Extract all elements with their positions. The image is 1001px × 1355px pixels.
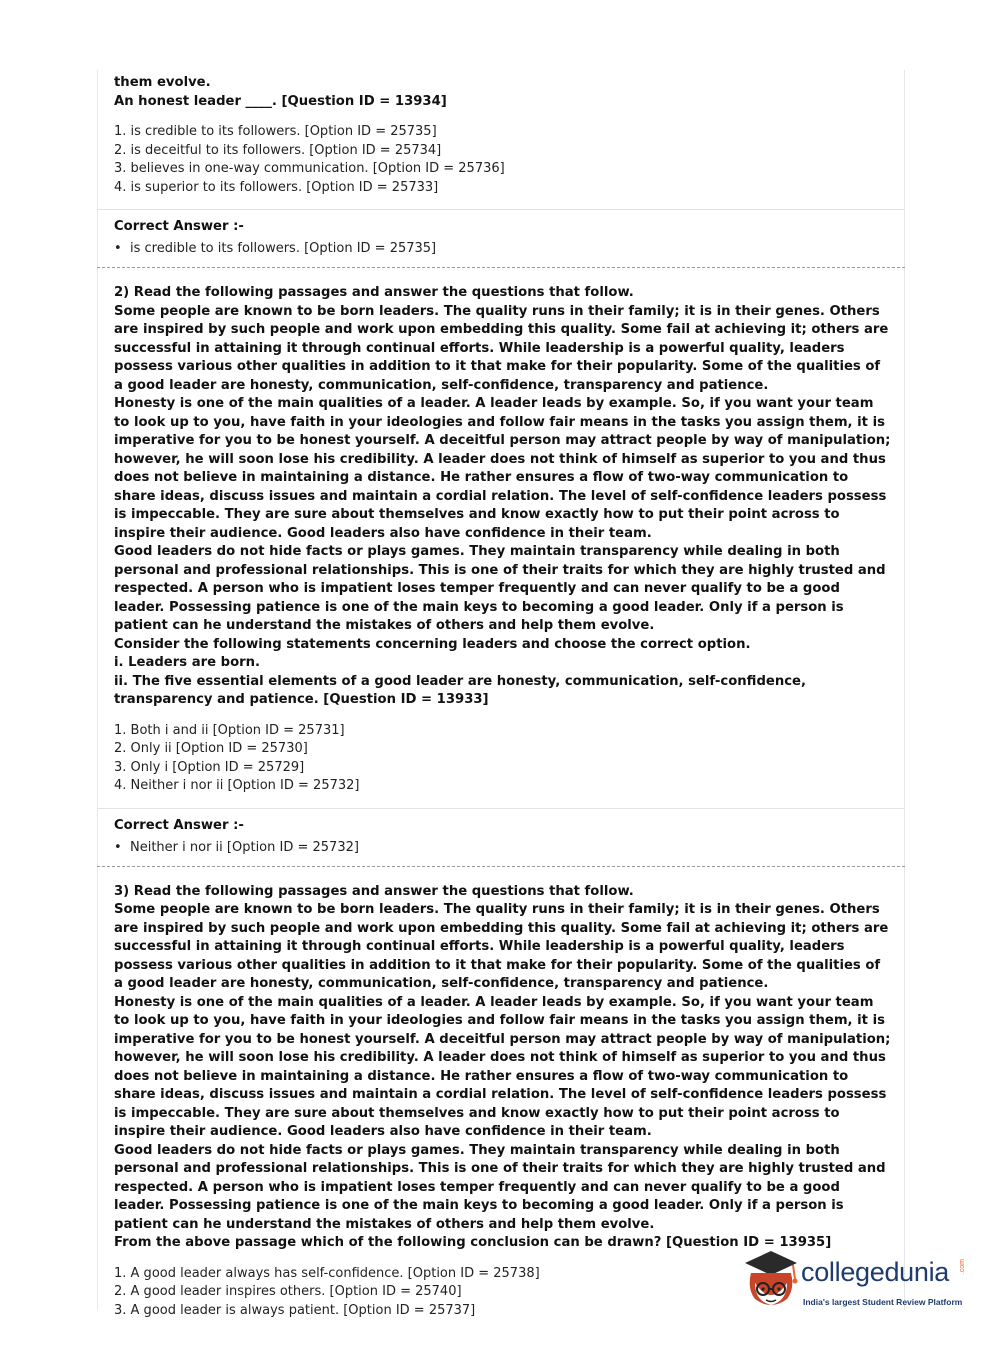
correct-answer-list [114, 839, 888, 857]
document-page [97, 70, 905, 1318]
options-list [114, 722, 904, 796]
question-text [98, 883, 904, 1253]
correct-answer-title: Correct Answer :- [114, 817, 244, 833]
passage-paragraph: Good leaders do not hide facts or plays games. They maintain transparency while dealing in both personal and professional relationships. This is one of their traits for which they are highly trusted and respected. A person who is impatient loses temper frequently and can never qualify to be a good leader. Possessing patience is one of the main keys to becoming a good leader. Only if a person is patient can he understand the mistakes of others and help them evolve. [114, 1142, 886, 1232]
correct-answer-block [98, 809, 904, 857]
option-item: 3. A good leader is always patient. [Option ID = 25737] [114, 1302, 476, 1318]
option-item: 4. Neither i nor ii [Option ID = 25732] [114, 778, 360, 793]
correct-answer-list [114, 240, 888, 258]
correct-answer-item: • is credible to its followers. [Option ID = 25735] [114, 240, 888, 258]
option-item: 1. A good leader always has self-confidence. [Option ID = 25738] [114, 1265, 540, 1281]
question-1 [98, 70, 904, 268]
passage-paragraph: Honesty is one of the main qualities of a leader. A leader leads by example. So, if you want your team to look up to you, have faith in your ideologies and follow fair means in the tasks you assign them, it is imperative for you to be honest yourself. A deceitful person may attract people by way of manipulation; however, he will soon lose his credibility. A leader does not think of himself as superior to you and thus does not believe in maintaining a distance. He rather ensures a flow of two-way communication to share ideas, discuss issues and maintain a cordial relation. The level of self-confidence leaders possess is impeccable. They are sure about themselves and know exactly how to put their point across to inspire their audience. Good leaders also have confidence in their team. [114, 396, 891, 541]
question-intro: 2) Read the following passages and answer the questions that follow. [114, 285, 634, 300]
logo-name: collegedunia [801, 1257, 950, 1287]
correct-answer-title: Correct Answer :- [114, 219, 244, 234]
option-item: 2. A good leader inspires others. [Option ID = 25740] [114, 1284, 462, 1299]
correct-answer-block [98, 210, 904, 258]
passage-paragraph: Good leaders do not hide facts or plays games. They maintain transparency while dealing in both personal and professional relationships. This is one of their traits for which they are highly trusted and respected. A person who is impatient loses temper frequently and can never qualify to be a good leader. Possessing patience is one of the main keys to becoming a good leader. Only if a person is patient can he understand the mistakes of others and help them evolve. [114, 544, 886, 633]
logo-suffix: .com [959, 1259, 966, 1275]
question-2 [98, 268, 904, 867]
option-item: 1. Both i and ii [Option ID = 25731] [114, 722, 345, 738]
options-list [114, 123, 904, 197]
question-stem: From the above passage which of the following conclusion can be drawn? [Question ID = 13935] [114, 1235, 832, 1250]
passage-paragraph: Honesty is one of the main qualities of a leader. A leader leads by example. So, if you want your team to look up to you, have faith in your ideologies and follow fair means in the tasks you assign them, it is imperative for you to be honest yourself. A deceitful person may attract people by way of manipulation; however, he will soon lose his credibility. A leader does not think of himself as superior to you and thus does not believe in maintaining a distance. He rather ensures a flow of two-way communication to share ideas, discuss issues and maintain a cordial relation. The level of self-confidence leaders possess is impeccable. They are sure about themselves and know exactly how to put their point across to inspire their audience. Good leaders also have confidence in their team. [114, 994, 891, 1139]
statement: i. Leaders are born. [114, 655, 261, 670]
passage-tail: them evolve. [114, 75, 211, 90]
option-item: 1. is credible to its followers. [Option ID = 25735] [114, 124, 437, 139]
question-stem: An honest leader ____. [Question ID = 13934] [114, 93, 447, 109]
collegedunia-logo[interactable] [741, 1245, 971, 1315]
question-text [98, 284, 904, 710]
statement: ii. The five essential elements of a good leader are honesty, communication, self-confidence, transparency and patience. [Question ID = 13933] [114, 673, 806, 707]
logo-tagline: India's largest Student Review Platform [803, 1297, 963, 1307]
option-item: 3. believes in one-way communication. [Option ID = 25736] [114, 161, 505, 176]
question-intro: 3) Read the following passages and answer the questions that follow. [114, 883, 634, 899]
question-text [98, 74, 904, 111]
passage-paragraph: Some people are known to be born leaders. The quality runs in their family; it is in their genes. Others are inspired by such people and work upon embedding this quality. Some fail at achieving it; others are successful in attaining it through continual efforts. While leadership is a powerful quality, leaders possess various other qualities in addition to it that make for their popularity. Some of the qualities of a good leader are honesty, communication, self-confidence, transparency and patience. [114, 902, 889, 991]
option-item: 2. is deceitful to its followers. [Option ID = 25734] [114, 142, 442, 158]
option-item: 4. is superior to its followers. [Option ID = 25733] [114, 179, 439, 195]
question-stem: Consider the following statements concerning leaders and choose the correct option. [114, 636, 751, 652]
passage-paragraph: Some people are known to be born leaders. The quality runs in their family; it is in their genes. Others are inspired by such people and work upon embedding this quality. Some fail at achieving it; others are successful in attaining it through continual efforts. While leadership is a powerful quality, leaders possess various other qualities in addition to it that make for their popularity. Some of the qualities of a good leader are honesty, communication, self-confidence, transparency and patience. [114, 303, 889, 393]
option-item: 3. Only i [Option ID = 25729] [114, 759, 305, 775]
option-item: 2. Only ii [Option ID = 25730] [114, 741, 308, 756]
correct-answer-item: • Neither i nor ii [Option ID = 25732] [114, 839, 888, 857]
mascot-icon [741, 1245, 803, 1311]
